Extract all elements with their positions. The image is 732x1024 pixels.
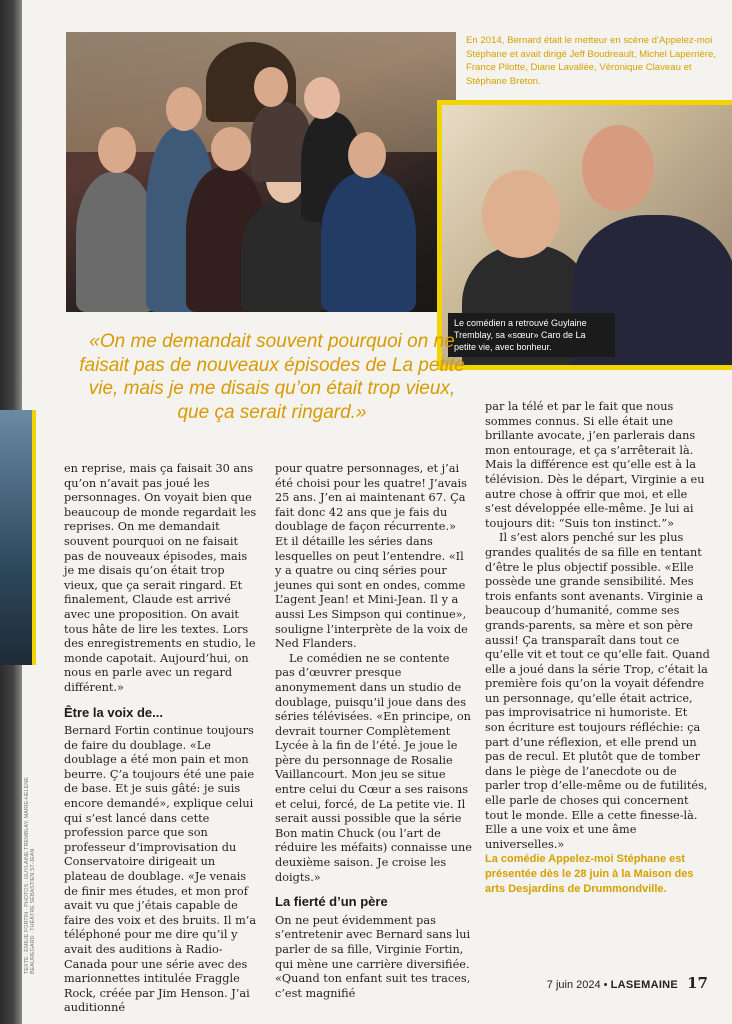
pull-quote: «On me demandait souvent pourquoi on ne faisait pas de nouveaux épisodes de La petite vie, mais je me disais qu’on était trop vieux, que ça serait ringard.» <box>79 331 465 423</box>
page-footer <box>547 974 708 992</box>
person-head <box>98 127 136 173</box>
person-head <box>166 87 202 131</box>
issue-date: 7 juin 2024 <box>546 979 601 991</box>
person-figure <box>321 172 416 312</box>
photo-credits: TEXTE : ÉMILIE FORTIN · PHOTOS : GUYLAINE TREMBLAY, MARIE-HÉLÈNE BEAUREGARD · THÉÂTRE SÉBASTIEN ST-JEAN <box>24 777 36 974</box>
article-column-1 <box>64 462 260 1016</box>
top-caption: En 2014, Bernard était le metteur en scène d’Appelez-moi Stéphane et avait dirigé Jeff Boudreault, Michel Laperrière, France Pilotte, Diane Lavallée, Véronique Claveau et Stéphane Breton. <box>466 35 716 87</box>
person-head <box>582 125 654 211</box>
page-number: 17 <box>687 974 708 992</box>
subheading: Être la voix de... <box>64 704 163 720</box>
paragraph: Le comédien ne se contente pas d’œuvrer presque anonymement dans un studio de doublage, puisqu’il joue dans des séries télévisées. «En principe, on devrait tourner Complètement Lycée à la fin de l’été. Je joue le père du personnage de Rosalie Vaillancourt. Mon jeu se situe entre celui du Cœur a ses raisons et celui, forcé, de La petite vie. Il serait aussi possible que la série Bon matin Chuck (ou l’art de réduire les méfaits) connaisse une deuxième saison. Je croise les doigts.» <box>275 651 472 884</box>
paragraph: en reprise, mais ça faisait 30 ans qu’on n’avait pas joué les personnages. On voyait bien que beaucoup de monde regardait les reprises. On me demandait souvent pourquoi on ne faisait pas de nouveaux épisodes, mais je me disais qu’on était trop vieux, que ça serait ringard. Et finalement, Claude est arrivé avec une proposition. On avait tous hâte de lire les textes. Lors des enregistrements en studio, le monde capotait. Aujourd’hui, on nous en parle avec un regard différent.» <box>64 462 257 694</box>
paragraph: pour quatre personnages, et j’ai été choisi pour les quatre! J’avais 25 ans. J’en ai maintenant 67. Ça fait donc 42 ans que je fais du doublage de façon récurrente.» Et il détaille les séries dans lesquelles on peut l’entendre. «Il y a quatre ou cinq séries pour jeunes qui sont en ondes, comme L’agent Jean! et Mini-Jean. Il y a aussi Les Simpson qui continue», souligne l’interprète de la voix de Ned Flanders. <box>275 462 468 651</box>
person-head <box>482 170 560 258</box>
person-head <box>254 67 288 107</box>
person-figure <box>76 172 156 312</box>
subheading: La fierté d’un père <box>275 894 388 910</box>
footer-bullet: • <box>603 979 608 991</box>
adjacent-page-edge <box>0 410 36 665</box>
photo-caption: Le comédien a retrouvé Guylaine Tremblay, sa «sœur» Caro de La petite vie, avec bonheur. <box>448 313 615 357</box>
paragraph: par la télé et par le fait que nous sommes connus. Si elle était une brillante avocate, j’en parlerais dans mon entourage, et ça s’arrêterait là. Mais la différence est qu’elle est à la télévision. Dès le départ, Virginie a eu autre chose à offrir que moi, et elle s’est développée elle-même. Je lui ai toujours dit: “Suis ton instinct.”» <box>485 400 705 530</box>
article-column-3 <box>485 400 710 896</box>
show-promo: La comédie Appelez-moi Stéphane est présentée dès le 28 juin à la Maison des arts Desjardins de Drummondville. <box>485 853 694 895</box>
paragraph: On ne peut évidemment pas s’entretenir avec Bernard sans lui parler de sa fille, Virginie Fortin, qui mène une carrière diversifiée. «Quand ton enfant suit tes traces, c’est magnifié <box>275 913 471 1000</box>
person-head <box>211 127 251 171</box>
paragraph: Bernard Fortin continue toujours de faire du doublage. «Le doublage a été mon pain et mon beurre. Ç’a toujours été une paie de base. Et je suis gâté: je suis encore demandé», explique celui qui s’est lancé dans cette profession parce que son professeur d’improvisation du Conservatoire dirigeait un plateau de doublage. «Je venais de finir mes études, et mon prof avait vu que j’étais capable de faire des voix et des bruits. Il m’a téléphoné pour me dire qu’il y avait des auditions à Radio-Canada pour une série avec des marionnettes intitulée Fraggle Rock, créée par Jim Henson. J’ai auditionné <box>64 724 257 1015</box>
paragraph: Il s’est alors penché sur les plus grandes qualités de sa fille en tentant d’être le plus objectif possible. «Elle possède une grande sensibilité. Mes trois enfants sont avenants. Virginie a beaucoup d’humanité, comme ses grands-parents, sa mère et son père aussi! Ça transparaît dans tout ce qu’elle vit et tout ce qu’elle fait. Quand elle a joué dans la série Trop, c’était la première fois qu’on la voyait défendre un personnage, qu’elle était actrice, pas improvisatrice ni humoriste. Et son écriture est toujours réfléchie: ça part d’une réflexion, et elle prend un pas de recul. Et plutôt que de tomber dans le piège de l’anecdote ou de parler trop d’elle-même ou de futilités, elle parle de choses qui concernent tout le monde. Elle a cette finesse-là. Elle a une voix et une âme universelles.» <box>485 531 710 851</box>
magazine-name: LASEMAINE <box>610 979 679 991</box>
person-head <box>304 77 340 119</box>
article-column-2 <box>275 462 472 1001</box>
group-photo <box>66 32 456 312</box>
person-head <box>348 132 386 178</box>
